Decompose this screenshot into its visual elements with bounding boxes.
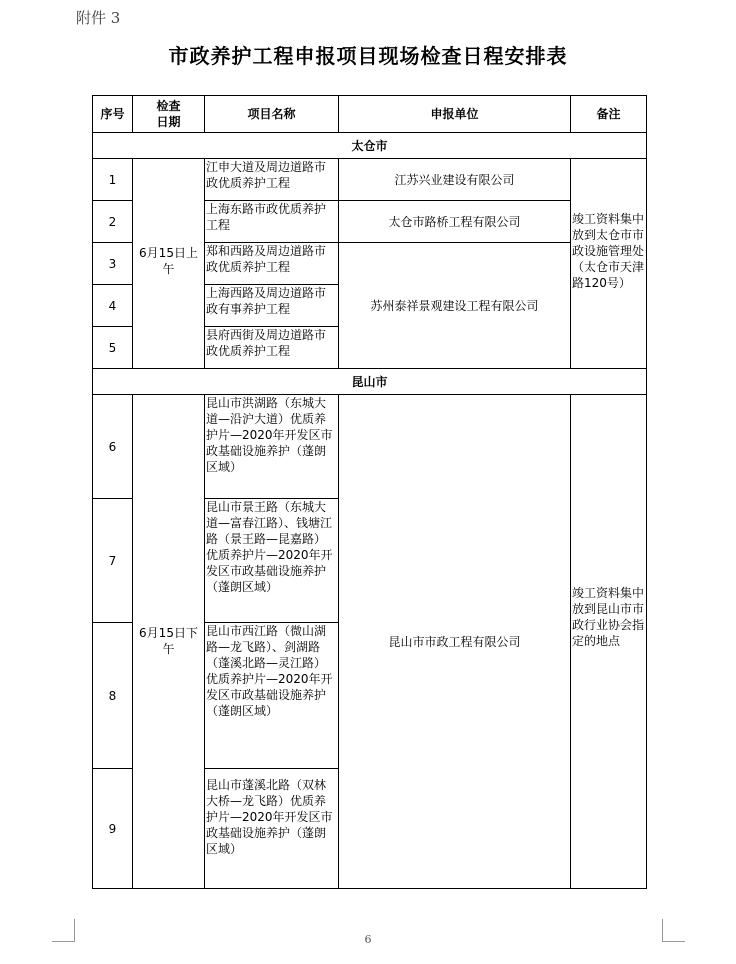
project-name: 江申大道及周边道路市政优质养护工程: [205, 159, 339, 201]
schedule-table: [92, 95, 647, 889]
table-row: [93, 395, 647, 499]
project-name: 昆山市洪湖路（东城大道—沿沪大道）优质养护片—2020年开发区市政基础设施养护（蓬朗区域）: [205, 395, 339, 499]
unit-name: 太仓市路桥工程有限公司: [339, 201, 571, 243]
header-unit: 申报单位: [339, 96, 571, 133]
project-name: 昆山市景王路（东城大道—富春江路）、钱塘江路（景王路—昆嘉路）优质养护片—2020年开发区市政基础设施养护（蓬朗区域）: [205, 499, 339, 623]
row-number: 9: [93, 769, 133, 889]
table-header-row: [93, 96, 647, 133]
row-number: 5: [93, 327, 133, 369]
project-name: 昆山市西江路（微山湖路—龙飞路）、剑湖路（蓬溪北路—灵江路）优质养护片—2020年开发区市政基础设施养护（蓬朗区域）: [205, 623, 339, 769]
table-row: [93, 159, 647, 201]
row-number: 3: [93, 243, 133, 285]
unit-name: 昆山市市政工程有限公司: [339, 395, 571, 889]
row-number: 8: [93, 623, 133, 769]
project-name: 昆山市蓬溪北路（双林大桥—龙飞路）优质养护片—2020年开发区市政基础设施养护（蓬朗区域）: [205, 769, 339, 889]
unit-name: 苏州泰祥景观建设工程有限公司: [339, 243, 571, 369]
project-name: 郑和西路及周边道路市政优质养护工程: [205, 243, 339, 285]
project-name: 上海东路市政优质养护工程: [205, 201, 339, 243]
header-no: 序号: [93, 96, 133, 133]
page-number: 6: [364, 933, 372, 946]
check-date-kunshan: 6月15日下午: [133, 395, 205, 889]
note-kunshan: 竣工资料集中放到昆山市市政行业协会指定的地点: [571, 395, 647, 889]
city-row-taicang: [93, 133, 647, 159]
city-row-kunshan: [93, 369, 647, 395]
header-note: 备注: [571, 96, 647, 133]
unit-name: 江苏兴业建设有限公司: [339, 159, 571, 201]
header-project-name: 项目名称: [205, 96, 339, 133]
city-taicang: 太仓市: [93, 133, 647, 159]
project-name: 县府西街及周边道路市政优质养护工程: [205, 327, 339, 369]
project-name: 上海西路及周边道路市政有事养护工程: [205, 285, 339, 327]
row-number: 4: [93, 285, 133, 327]
document-title: 市政养护工程申报项目现场检查日程安排表: [168, 44, 568, 68]
row-number: 2: [93, 201, 133, 243]
attachment-label: 附件 3: [76, 9, 121, 27]
note-taicang: 竣工资料集中放到太仓市市政设施管理处（太仓市天津路120号）: [571, 159, 647, 369]
row-number: 1: [93, 159, 133, 201]
row-number: 7: [93, 499, 133, 623]
check-date-taicang: 6月15日上午: [133, 159, 205, 369]
header-date: 检查 日期: [133, 96, 205, 133]
city-kunshan: 昆山市: [93, 369, 647, 395]
row-number: 6: [93, 395, 133, 499]
